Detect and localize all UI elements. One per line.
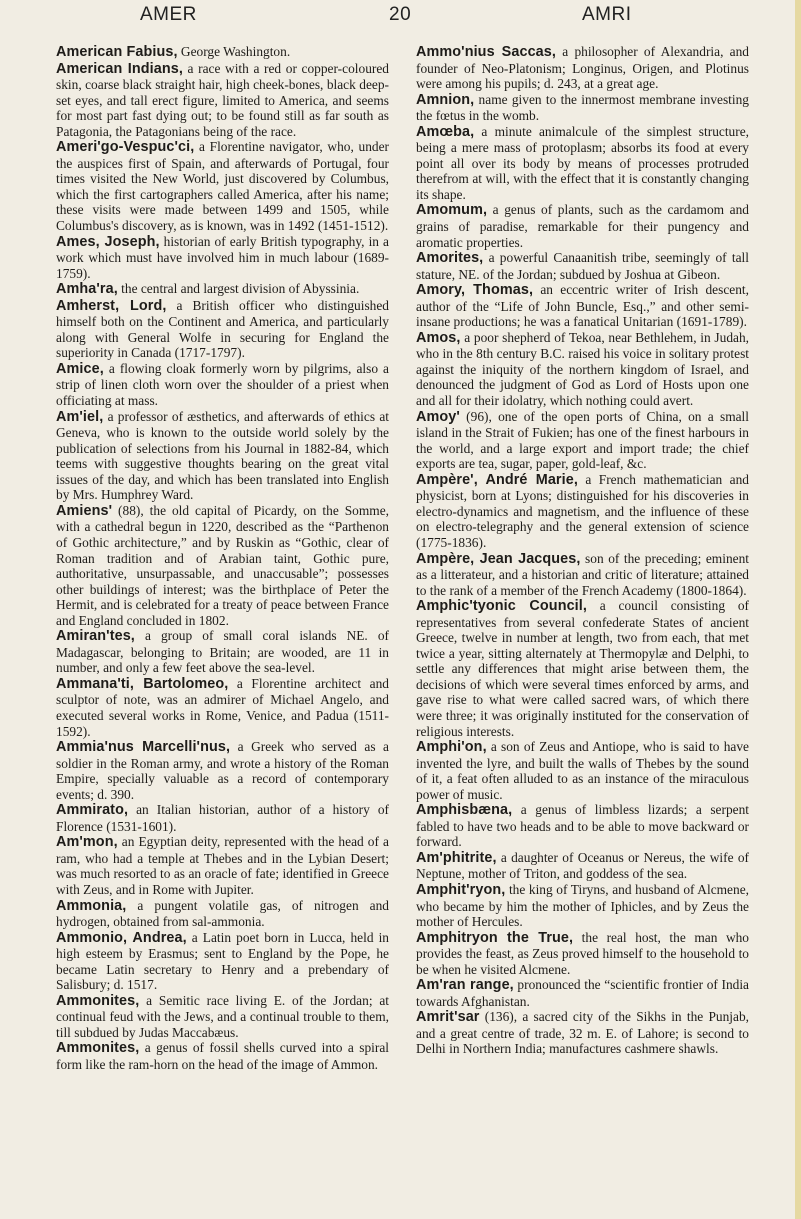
entry-headword: Amphi'on, [416, 739, 487, 756]
entry-definition: the real host, the man who provides the feast, as Zeus proved himself to the household to be when he visited Alcmene. [416, 929, 749, 977]
entry-headword: American Indians, [56, 60, 183, 77]
entry-headword: Amrit'sar [416, 1009, 480, 1026]
dictionary-entry [416, 330, 749, 409]
entry-definition: (96), one of the open ports of China, on a small island in the Strait of Fukien; has one of the finest harbours in the world, and a large export and import trade; the chief exports are tea, sugar, paper, gold-leaf, &c. [416, 408, 749, 472]
entry-headword: Ammonites, [56, 1040, 140, 1057]
entry-headword: Ammana'ti, Bartolomeo, [56, 675, 229, 692]
entry-definition: a Latin poet born in Lucca, held in high esteem by Erasmus; sent to England by the Pope, he became Latin secretary to Henry and a prebendary of Salisbury; d. 1517. [56, 929, 389, 993]
dictionary-entry [416, 472, 749, 551]
entry-headword: Amos, [416, 329, 461, 346]
entry-definition: an Italian historian, author of a history of Florence (1531-1601). [56, 802, 389, 834]
entry-headword: Amphitryon the True, [416, 929, 574, 946]
entry-definition: name given to the innermost membrane investing the fœtus in the womb. [416, 91, 749, 124]
entry-definition: a Greek who served as a soldier in the Roman army, and wrote a history of the Roman Empire, specially valuable as a record of contemporary events; d. 390. [56, 739, 389, 802]
dictionary-entry [416, 44, 749, 92]
dictionary-entry [56, 281, 389, 298]
dictionary-entry [56, 676, 389, 739]
page-number: 20 [389, 4, 412, 25]
entry-definition: a race with a red or copper-coloured skin, coarse black straight hair, high cheek-bones, black deep-set eyes, and tall erect figure, limited to America, and seems for most part fast dying out; to be found still as far south as Patagonia, the Patagonians being of the race. [56, 60, 389, 139]
entry-headword: Am'phitrite, [416, 849, 497, 866]
entry-headword: Amomum, [416, 202, 488, 219]
dictionary-entry [56, 739, 389, 802]
entry-headword: Amha'ra, [56, 281, 118, 298]
page-edge [795, 0, 801, 1219]
entry-headword: Am'ran range, [416, 977, 514, 994]
entry-headword: Ampère, Jean Jacques, [416, 550, 581, 567]
page-header [0, 4, 801, 32]
dictionary-entry [416, 598, 749, 739]
entry-headword: Amorites, [416, 250, 484, 267]
entry-definition: the central and largest division of Abyssinia. [117, 281, 360, 297]
dictionary-entry [416, 250, 749, 282]
entry-headword: Amœba, [416, 123, 475, 140]
entry-headword: Am'mon, [56, 834, 118, 851]
dictionary-entry [416, 850, 749, 882]
entry-headword: Amherst, Lord, [56, 297, 167, 314]
dictionary-entry [416, 409, 749, 472]
entry-definition: a Florentine architect and sculptor of note, was an admirer of Michael Angelo, and executed several works in Rome, Venice, and Padua (1511-1592). [56, 675, 389, 739]
left-column [56, 44, 389, 1073]
dictionary-entry [416, 977, 749, 1009]
dictionary-entry [416, 882, 749, 930]
entry-definition: a flowing cloak formerly worn by pilgrims, also a strip of linen cloth worn over the shoulder of a priest when officiating at mass. [56, 360, 389, 409]
dictionary-entry [56, 993, 389, 1041]
dictionary-entry [56, 1040, 389, 1072]
entry-definition: (136), a sacred city of the Sikhs in the Punjab, and a great centre of trade, 32 m. E. of Lahore; is second to Delhi in Northern India; manufactures cashmere shawls. [416, 1009, 749, 1057]
dictionary-entry [56, 802, 389, 834]
entry-headword: Amory, Thomas, [416, 282, 534, 299]
entry-definition: son of the preceding; eminent as a litterateur, and a historian and critic of literature; attained to the rank of a member of the French Academy (1800-1864). [416, 550, 749, 598]
dictionary-entry [56, 61, 389, 140]
entry-definition: a council consisting of representatives from several confederate States of ancient Greece, twelve in number at length, two from each, that met twice a year, sitting alternately at Thermopylæ and Delphi, to settle any differences that might arise between them, the decisions of which were several times enforced by arms, and gave rise to what were called sacred wars, of which there were three; it was originally instituted for the conservation of religious interests. [416, 598, 749, 739]
dictionary-entry [416, 551, 749, 599]
entry-definition: a pungent volatile gas, of nitrogen and hydrogen, obtained from sal-ammonia. [56, 897, 389, 930]
entry-headword: Ames, Joseph, [56, 233, 160, 250]
dictionary-entry [56, 139, 389, 233]
entry-definition: an Egyptian deity, represented with the head of a ram, who had a temple at Thebes and in the Lybian Desert; was much resorted to as an oracle of fate; identified in Greece with Zeus, and in Rome with Jupiter. [56, 834, 389, 897]
entry-headword: Amice, [56, 360, 104, 377]
entry-headword: Ameri'go-Vespuc'ci, [56, 139, 195, 156]
entry-headword: Amphit'ryon, [416, 881, 506, 898]
dictionary-entry [56, 409, 389, 503]
running-head-right: AMRI [582, 4, 632, 25]
entry-definition: a minute animalcule of the simplest structure, being a mere mass of protoplasm; absorbs its food at every point all over its body by means of processes protruded therefrom at will, with the effect that it is constantly changing its shape. [416, 123, 749, 202]
entry-headword: Amiens' [56, 502, 113, 519]
entry-headword: Ammo'nius Saccas, [416, 44, 556, 60]
dictionary-entry [416, 739, 749, 802]
entry-headword: Amphisbæna, [416, 802, 513, 819]
entry-definition: a powerful Canaanitish tribe, seemingly of tall stature, NE. of the Jordan; subdued by Joshua at Gibeon. [416, 250, 749, 282]
dictionary-entry [56, 930, 389, 993]
entry-definition: George Washington. [177, 44, 291, 59]
dictionary-entry [416, 930, 749, 978]
entry-definition: a group of small coral islands NE. of Madagascar, belonging to Britain; are wooded, are 11 in number, and only a few feet above the sea-level. [56, 628, 389, 676]
entry-definition: the king of Tiryns, and husband of Alcmene, who became by him the mother of Iphicles, and by Zeus the mother of Hercules. [416, 881, 749, 930]
entry-definition: a French mathematician and physicist, born at Lyons; distinguished for his discoveries in electro-dynamics and magnetism, and the influence of these on electro-telegraphy and the general extension of science (1775-1836). [416, 471, 749, 550]
entry-headword: Ammonio, Andrea, [56, 929, 187, 946]
entry-headword: Ampère', André Marie, [416, 471, 578, 488]
entry-definition: a Semitic race living E. of the Jordan; at continual feud with the Jews, and a continual trouble to them, till subdued by Judas Maccabæus. [56, 992, 389, 1040]
entry-headword: Ammirato, [56, 802, 129, 819]
entry-definition: pronounced the “scientific frontier of India towards Afghanistan. [416, 977, 749, 1009]
entry-definition: a Florentine navigator, who, under the auspices first of Spain, and afterwards of Portugal, four times visited the New World, just discovered by Columbus, which the first cartographers called America, after his name; these visits were made between 1499 and 1505, while Columbus's discovery, as is known, was in 1492 (1451-1512). [56, 139, 389, 234]
dictionary-entry [56, 503, 389, 628]
dictionary-entry [416, 802, 749, 850]
entry-definition: (88), the old capital of Picardy, on the Somme, with a cathedral begun in 1220, described as the “Parthenon of Gothic architecture,” and by Ruskin as “Gothic, clear of Roman tradition and of Arabian taint, Gothic pure, authoritative, unsurpassable, and unaccusable”; possesses other buildings of interest; was the birthplace of Peter the Hermit, and is celebrated for a treaty of peace between France and England concluded in 1802. [56, 502, 389, 628]
entry-headword: Amnion, [416, 91, 475, 108]
entry-definition: a genus of plants, such as the cardamom and grains of paradise, remarkable for their pungency and aromatic properties. [416, 202, 749, 250]
dictionary-entry [56, 628, 389, 676]
entry-headword: Amphic'tyonic Council, [416, 598, 587, 615]
entry-definition: historian of early British typography, in a work which must have involved him in much labour (1689-1759). [56, 233, 389, 281]
dictionary-entry [56, 834, 389, 897]
entry-headword: Am'iel, [56, 408, 104, 425]
dictionary-entry [416, 124, 749, 203]
entry-definition: a genus of limbless lizards; a serpent fabled to have two heads and to be able to move backward or forward. [416, 802, 749, 850]
entry-headword: American Fabius, [56, 44, 178, 60]
entry-headword: Ammonites, [56, 992, 140, 1009]
entry-definition: a British officer who distinguished himself both on the Continent and America, and particularly along with General Wolfe in securing for England the superiority in Canada (1717-1797). [56, 297, 390, 361]
entry-definition: a daughter of Oceanus or Nereus, the wife of Neptune, mother of Triton, and goddess of the sea. [416, 849, 749, 882]
right-column [416, 44, 749, 1057]
entry-definition: a son of Zeus and Antiope, who is said to have invented the lyre, and built the walls of Thebes by the sound of it, a feat often alluded to as an instance of the miraculous power of music. [416, 739, 749, 802]
dictionary-entry [56, 234, 389, 282]
dictionary-entry [56, 298, 389, 361]
dictionary-entry [56, 44, 389, 61]
entry-definition: a professor of æsthetics, and afterwards of ethics at Geneva, who is known to the outside world solely by the publication of selections from his Journal in 1882-84, which teems with suggestive thoughts bearing on the great vital issues of the day, and which has been translated into English by Mrs. Humphrey Ward. [56, 408, 389, 503]
entry-headword: Amoy' [416, 408, 460, 425]
entry-headword: Amiran'tes, [56, 628, 135, 645]
entry-definition: an eccentric writer of Irish descent, author of the “Life of John Buncle, Esq.,” and other semi-insane productions; he was a fanatical Unitarian (1691-1789). [416, 282, 749, 330]
dictionary-entry [416, 1009, 749, 1057]
entry-definition: a genus of fossil shells curved into a spiral form like the ram-horn on the head of the image of Ammon. [56, 1040, 389, 1072]
dictionary-entry [56, 361, 389, 409]
dictionary-entry [416, 202, 749, 250]
entry-headword: Ammonia, [56, 897, 127, 914]
entry-definition: a philosopher of Alexandria, and founder of Neo-Platonism; Longinus, Origen, and Plotinus were among his pupils; d. 243, at a great age. [416, 44, 749, 92]
entry-definition: a poor shepherd of Tekoa, near Bethlehem, in Judah, who in the 8th century B.C. raised his voice in solitary protest against the iniquity of the northern kingdom of Israel, and denounced the judgment of God as Lord of Hosts upon one and all for their idolatry, which nothing could avert. [416, 329, 749, 409]
running-head-left: AMER [140, 4, 197, 25]
dictionary-entry [416, 92, 749, 124]
dictionary-entry [416, 282, 749, 330]
dictionary-entry [56, 898, 389, 930]
entry-headword: Ammia'nus Marcelli'nus, [56, 739, 231, 756]
